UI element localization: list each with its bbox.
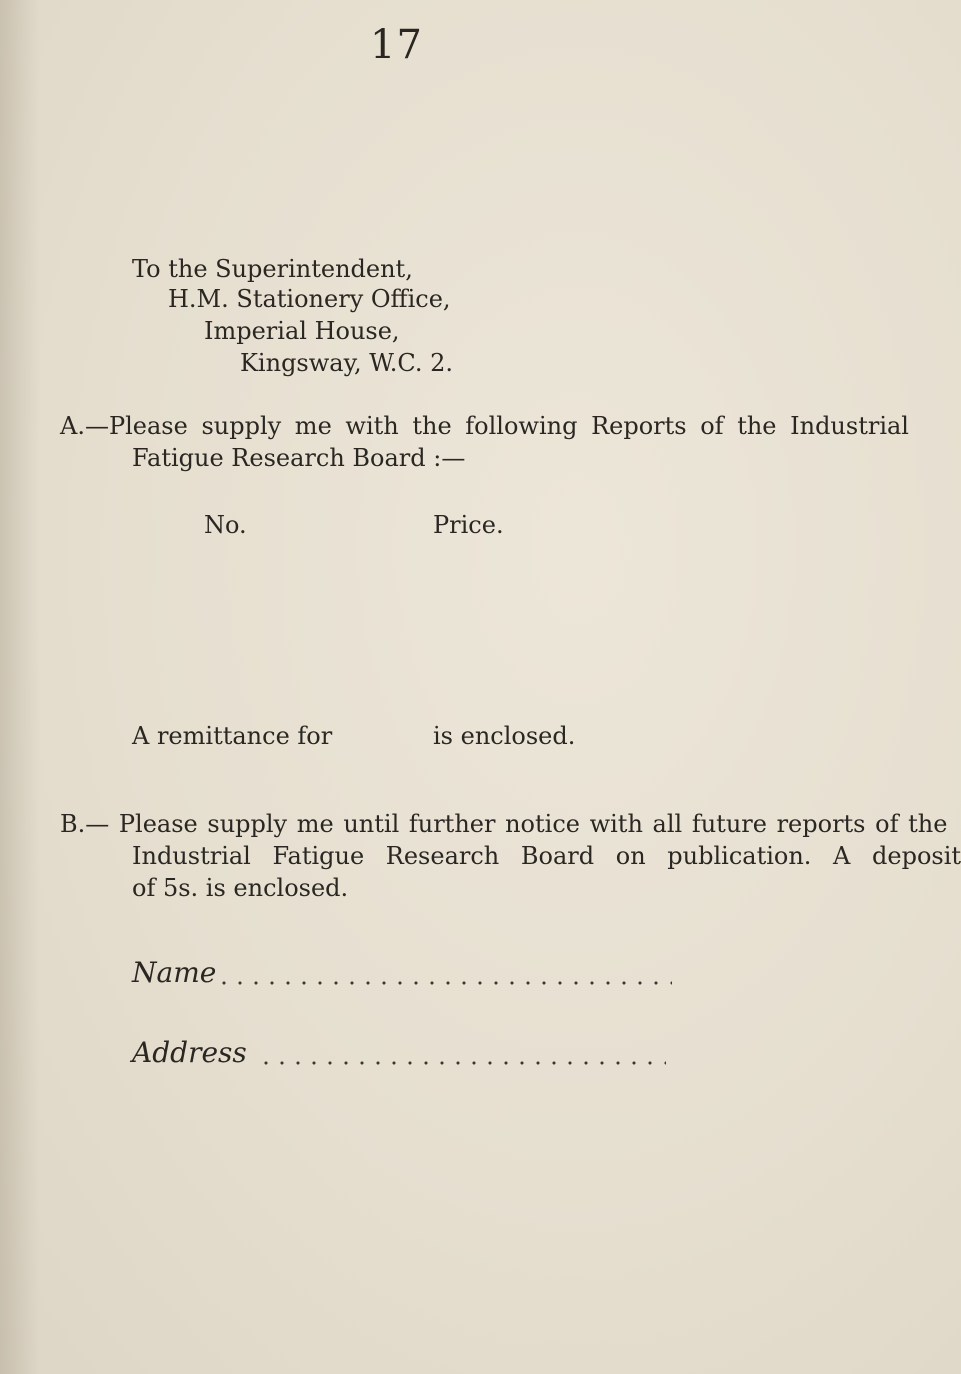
section-b-line-3: of 5s. is enclosed. [132, 874, 349, 902]
address-line-4: Kingsway, W.C. 2. [240, 349, 453, 377]
section-a-line-1: A.—Please supply me with the following Reports of the Industrial [60, 412, 909, 440]
remittance-text-right: is enclosed. [433, 722, 576, 750]
address-line-1: To the Superintendent, [132, 255, 413, 283]
address-line-2: H.M. Stationery Office, [168, 285, 451, 313]
address-label: Address [132, 1036, 247, 1069]
remittance-text-left: A remittance for [132, 722, 333, 750]
page-edge-shadow [0, 0, 40, 1374]
column-header-price: Price. [433, 511, 504, 539]
section-b-line-2: Industrial Fatigue Research Board on publication. A deposit [132, 842, 961, 870]
address-field[interactable] [258, 1060, 666, 1066]
address-line-3: Imperial House, [204, 317, 400, 345]
section-b-line-1: B.— Please supply me until further notice with all future reports of the [60, 810, 948, 838]
section-a-line-2: Fatigue Research Board :— [132, 444, 466, 472]
name-field[interactable] [216, 980, 672, 986]
page-number: 17 [370, 22, 423, 68]
column-header-no: No. [204, 511, 247, 539]
name-label: Name [132, 956, 217, 989]
